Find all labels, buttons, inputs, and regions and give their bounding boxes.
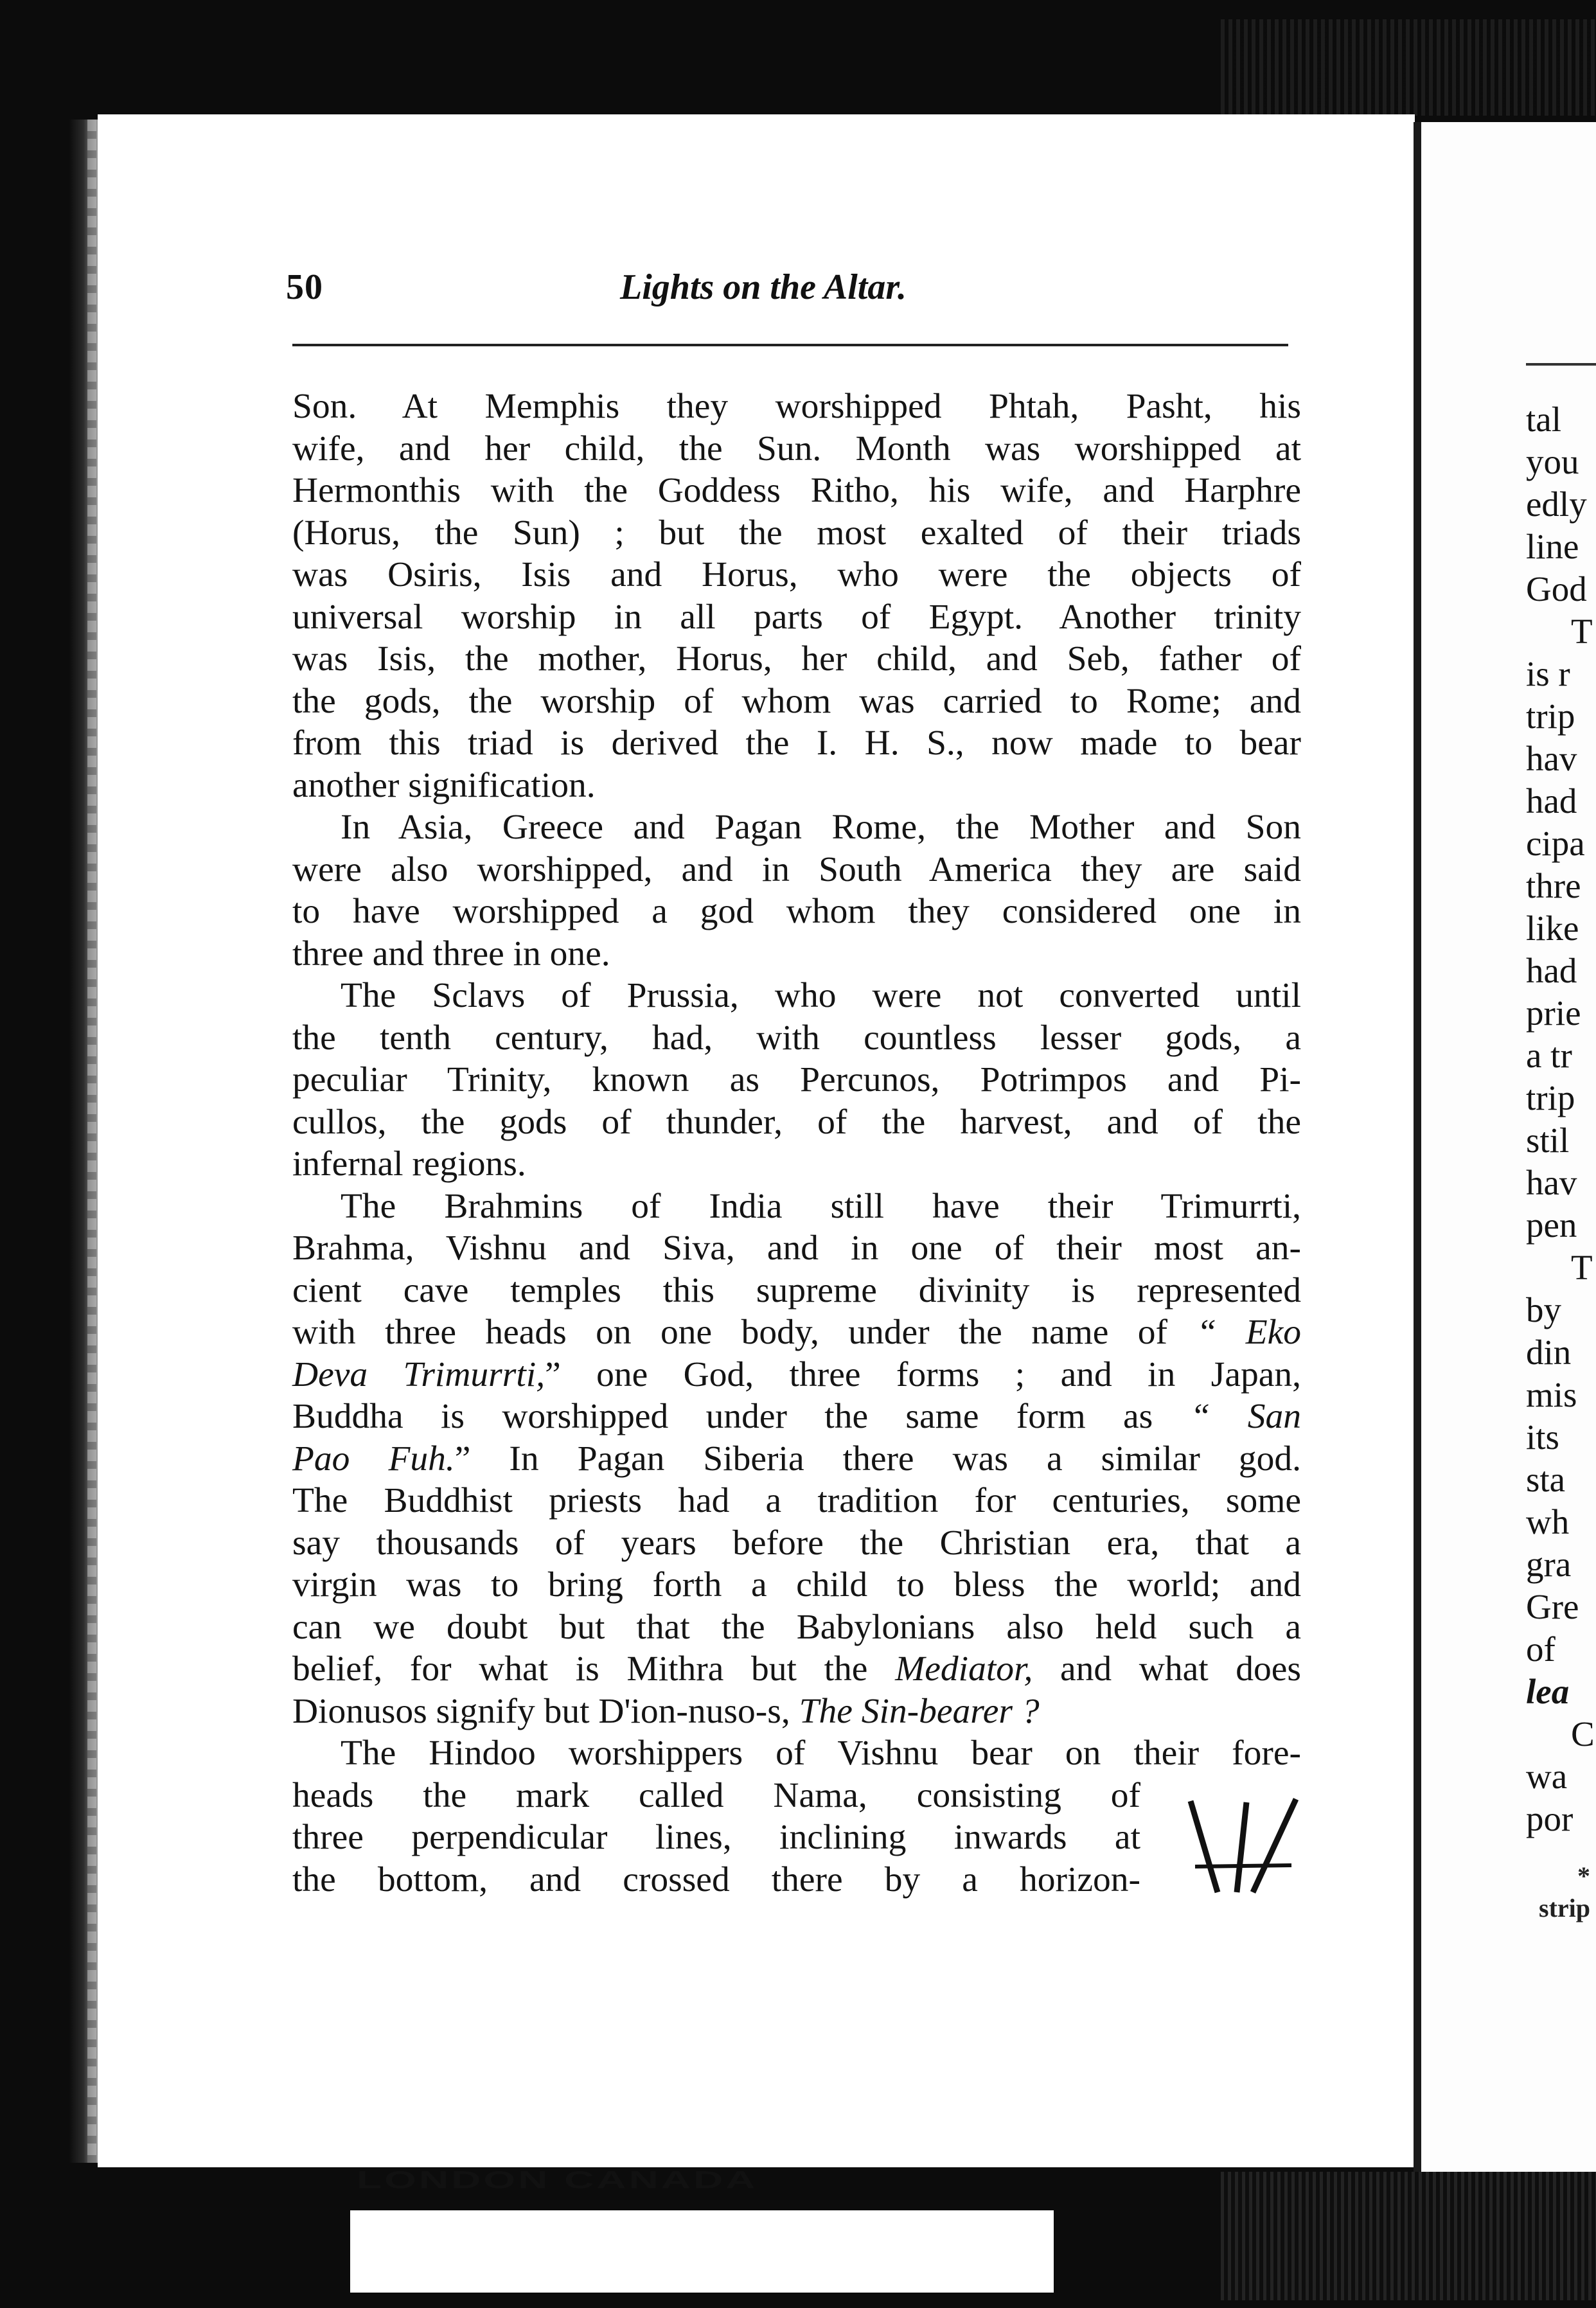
right-line: tal	[1526, 400, 1561, 439]
text-line: infernal regions.	[292, 1144, 526, 1184]
text-line: Brahma, Vishnu and Siva, and in one of their most an-	[292, 1229, 1301, 1268]
text-line: cullos, the gods of thunder, of the harvest, and of the	[292, 1102, 1301, 1142]
text-run: Buddha is worshipped under the same form as	[292, 1397, 1153, 1436]
right-line: trip	[1526, 697, 1575, 736]
text-line: say thousands of years before the Christian era, that a	[292, 1523, 1301, 1563]
right-line: edly	[1526, 484, 1587, 524]
page-number: 50	[286, 267, 323, 307]
right-page-rule	[1526, 363, 1596, 366]
body-text	[292, 386, 1301, 1901]
right-line: wh	[1526, 1502, 1570, 1541]
right-line: hav	[1526, 1163, 1577, 1202]
right-line: mis	[1526, 1375, 1577, 1414]
text-line	[292, 1648, 1301, 1691]
text-line	[292, 1438, 1301, 1480]
right-line: din	[1526, 1333, 1572, 1372]
text-line: heads the mark called Nama, consisting of	[292, 1775, 1140, 1815]
right-line: thre	[1526, 866, 1581, 905]
right-line: trip	[1526, 1078, 1575, 1117]
text-line: the bottom, and crossed there by a horizon-	[292, 1860, 1140, 1899]
text-line: can we doubt but that the Babylonians also held such a	[292, 1607, 1301, 1647]
text-line	[292, 1354, 1301, 1396]
scan-border-top	[1221, 19, 1596, 116]
text-run: and what does	[1060, 1649, 1302, 1689]
text-run: with three heads on one body, under the name of	[292, 1313, 1168, 1352]
right-line: is r	[1526, 654, 1570, 693]
text-line: wife, and her child, the Sun. Month was worshipped at	[292, 429, 1301, 468]
right-line: T	[1571, 612, 1593, 651]
right-line: a tr	[1526, 1036, 1572, 1075]
text-line	[292, 1396, 1301, 1438]
text-line: to have worshipped a god whom they considered one in	[292, 892, 1301, 931]
text-line: peculiar Trinity, known as Percunos, Potrimpos and Pi-	[292, 1060, 1301, 1099]
right-line: stil	[1526, 1121, 1570, 1160]
right-line: hav	[1526, 739, 1577, 778]
text-line: virgin was to bring forth a child to bless the world; and	[292, 1565, 1301, 1604]
right-line: line	[1526, 527, 1579, 566]
right-line: pen	[1526, 1205, 1577, 1245]
right-line: gra	[1526, 1545, 1572, 1584]
text-line: In Asia, Greece and Pagan Rome, the Mother and Son	[341, 808, 1301, 847]
italic-phrase: The Sin-bearer ?	[799, 1691, 1040, 1731]
italic-phrase: Pao Fuh.	[292, 1439, 455, 1478]
library-stamp: LONDON CANADA	[357, 2165, 758, 2194]
right-line: lea	[1526, 1672, 1570, 1711]
text-line: the tenth century, had, with countless lesser gods, a	[292, 1018, 1301, 1058]
text-line: from this triad is derived the I. H. S., now made to bear	[292, 723, 1301, 763]
text-line: cient cave temples this supreme divinity is represented	[292, 1270, 1301, 1310]
header-rule	[292, 344, 1288, 346]
italic-phrase: Mediator,	[895, 1649, 1033, 1689]
scan-border-bottom	[1221, 2172, 1596, 2300]
text-line: Son. At Memphis they worshipped Phtah, Pasht, his	[292, 387, 1301, 426]
text-line: The Buddhist priests had a tradition for centuries, some	[292, 1481, 1301, 1520]
right-line: wa	[1526, 1757, 1568, 1796]
right-line: its	[1526, 1417, 1559, 1457]
text-line: universal worship in all parts of Egypt. Another trinity	[292, 597, 1301, 637]
text-line: Hermonthis with the Goddess Ritho, his wife, and Harphre	[292, 471, 1301, 510]
right-line: of	[1526, 1629, 1556, 1669]
right-line: had	[1526, 781, 1577, 821]
text-line: The Hindoo worshippers of Vishnu bear on their fore-	[341, 1734, 1301, 1773]
text-line: three perpendicular lines, inclining inwards at	[292, 1818, 1140, 1857]
right-line: Gre	[1526, 1587, 1579, 1626]
text-line: The Brahmins of India still have their Trimurrti,	[341, 1186, 1301, 1226]
right-line: like	[1526, 909, 1579, 948]
right-line: you	[1526, 442, 1579, 481]
right-footnote	[1539, 1860, 1590, 1924]
right-line: por	[1526, 1799, 1574, 1838]
right-line: prie	[1526, 993, 1581, 1033]
text-run: ” one God, three forms ; and in Japan,	[545, 1354, 1301, 1394]
text-line: the gods, the worship of whom was carried to Rome; and	[292, 681, 1301, 721]
text-run: ” In Pagan Siberia there was a similar god.	[454, 1439, 1301, 1478]
right-line: sta	[1526, 1460, 1566, 1499]
text-run: Dionusos signify but D'ion-nuso-s,	[292, 1691, 790, 1731]
right-line: T	[1571, 1248, 1593, 1287]
footnote-line: strip	[1539, 1894, 1590, 1922]
footnote-line: *	[1577, 1861, 1590, 1890]
text-line: was Osiris, Isis and Horus, who were the objects of	[292, 555, 1301, 594]
text-line: was Isis, the mother, Horus, her child, and Seb, father of	[292, 639, 1301, 679]
text-line	[292, 1691, 1301, 1733]
italic-phrase: Deva Trimurrti,	[292, 1354, 545, 1394]
text-line: (Horus, the Sun) ; but the most exalted of their triads	[292, 513, 1301, 553]
text-line: three and three in one.	[292, 934, 610, 973]
catalog-label	[350, 2210, 1054, 2293]
text-line	[292, 1311, 1301, 1354]
right-line: had	[1526, 951, 1577, 990]
right-line: God	[1526, 569, 1587, 608]
right-line: by	[1526, 1290, 1561, 1329]
nama-mark-icon	[1185, 1796, 1301, 1899]
page-stack-edge	[87, 120, 96, 2163]
running-title: Lights on the Altar.	[620, 267, 907, 307]
text-line: were also worshipped, and in South America they are said	[292, 849, 1301, 889]
text-line: another signification.	[292, 765, 596, 805]
running-head	[286, 267, 1288, 312]
right-line: cipa	[1526, 824, 1585, 863]
text-line: The Sclavs of Prussia, who were not converted until	[341, 976, 1301, 1015]
text-run: belief, for what is Mithra but the	[292, 1649, 868, 1689]
italic-phrase: “ Eko	[1196, 1313, 1302, 1352]
right-page-text	[1526, 398, 1595, 1840]
right-line: C	[1571, 1714, 1595, 1753]
italic-phrase: “ San	[1190, 1397, 1302, 1436]
